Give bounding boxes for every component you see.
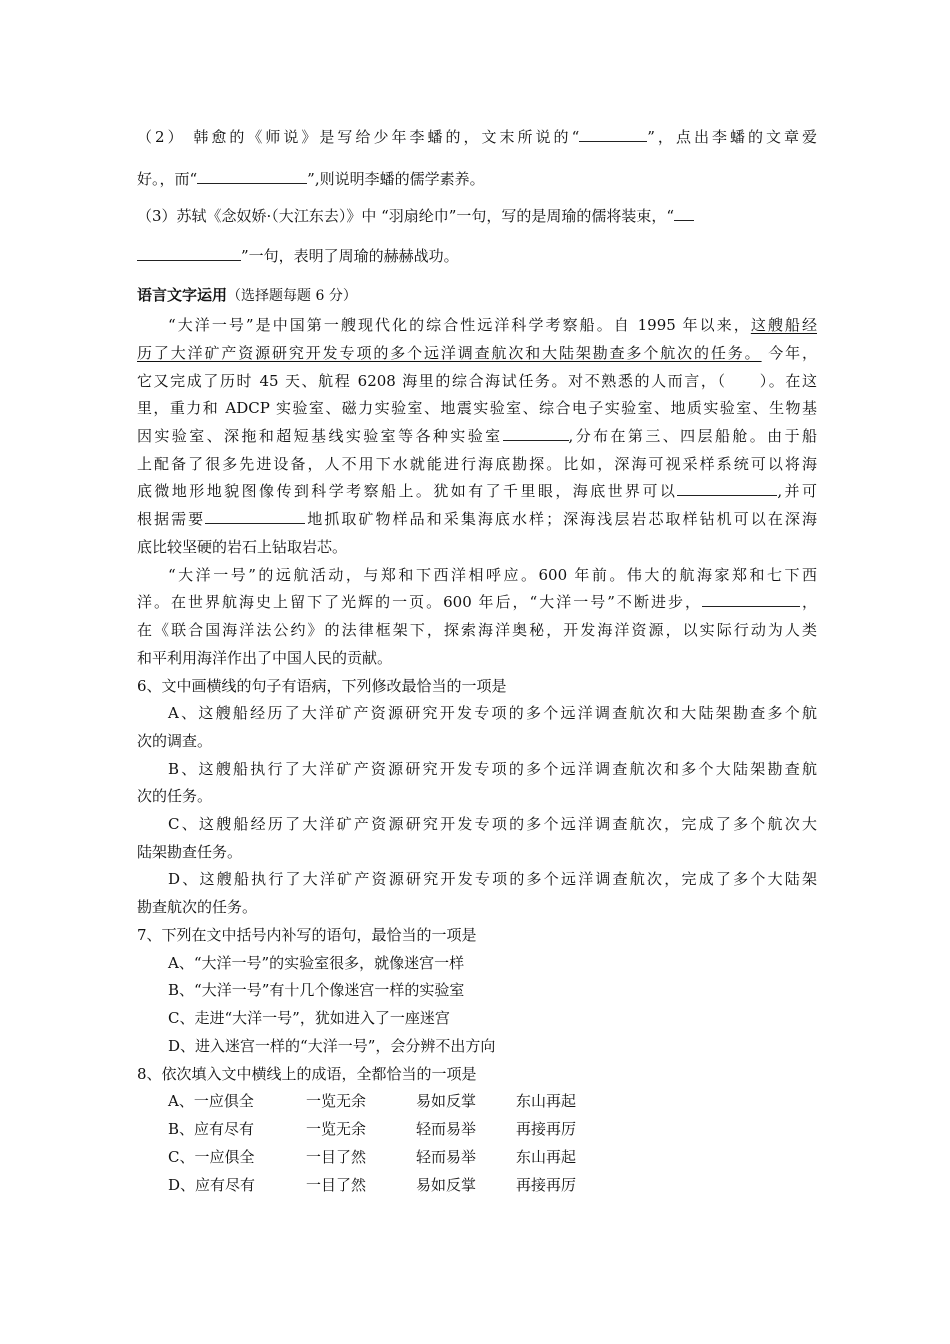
passage-text: 地抓取矿物样品和采集海底水样；深海浅层岩芯取样钻机可以在深海 <box>305 510 817 528</box>
q6-option-b-cont: 次的任务。 <box>137 787 213 805</box>
q8-cell: A、一应俱全 <box>168 1092 254 1110</box>
passage-text: 因实验室、深拖和超短基线实验室等各种实验室 <box>137 427 503 445</box>
passage-line: 底比较坚硬的岩石上钻取岩芯。 <box>137 538 348 556</box>
q8-cell: 轻而易举 <box>416 1148 477 1166</box>
passage-line: 它又完成了历时 45 天、航程 6208 海里的综合海试任务。对不熟悉的人而言，（ ）。在这 <box>137 372 817 390</box>
q8-option-c <box>168 1147 848 1167</box>
q7-option-b: B、“大洋一号”有十几个像迷宫一样的实验室 <box>168 981 465 999</box>
q7-option-a: A、“大洋一号”的实验室很多，就像迷宫一样 <box>168 954 465 972</box>
passage-text: 洋。在世界航海史上留下了光辉的一页。600 年后，“大洋一号”不断进步， <box>137 593 702 611</box>
q2-text-b: ”，点出李蟠的文章爱 <box>647 128 818 146</box>
q8-cell: 一览无余 <box>306 1092 367 1110</box>
q3-line-2 <box>137 246 817 266</box>
q6-option-a-cont: 次的调查。 <box>137 732 213 750</box>
fill-blank <box>197 169 307 184</box>
q2-text-a: （2） 韩愈的《师说》是写给少年李蟠的，文末所说的“ <box>137 128 580 146</box>
q8-cell: 一目了然 <box>306 1176 367 1194</box>
q8-cell: 一览无余 <box>306 1120 367 1138</box>
q2-text-c: 好。，而“ <box>137 170 198 188</box>
fill-blank <box>674 206 694 221</box>
q7-stem: 7、下列在文中括号内补写的语句，最恰当的一项是 <box>137 926 477 944</box>
passage-line <box>137 509 817 529</box>
q8-cell: C、一应俱全 <box>168 1148 255 1166</box>
passage-text: ， <box>799 593 817 611</box>
q6-option-b: B、这艘船执行了大洋矿产资源研究开发专项的多个远洋调查航次和多个大陆架勘查航 <box>168 760 817 778</box>
q8-cell: 易如反掌 <box>416 1092 477 1110</box>
passage-line: 在《联合国海洋法公约》的法律框架下，探索海洋奥秘，开发海洋资源，以实际行动为人类 <box>137 621 817 639</box>
q3-text-a: （3）苏轼《念奴娇·（大江东去）》中 “羽扇纶巾”一句，写的是周瑜的儒将装束，“ <box>137 207 675 225</box>
q8-option-d <box>168 1175 848 1195</box>
q7-option-c: C、走进“大洋一号”，犹如进入了一座迷宫 <box>168 1009 450 1027</box>
passage-text: ,分布在第三、四层船舱。由于船 <box>568 427 817 445</box>
passage-line <box>137 481 817 501</box>
underlined-sentence: 这艘船经 <box>750 316 817 334</box>
passage-text: ,并可 <box>777 482 817 500</box>
q6-option-c-cont: 陆架勘查任务。 <box>137 843 243 861</box>
passage-text: “大洋一号”是中国第一艘现代化的综合性远洋科学考察船。自 1995 年以来， <box>168 316 751 334</box>
passage-text: 根据需要 <box>137 510 206 528</box>
q8-option-a <box>168 1091 848 1111</box>
q8-cell: B、应有尽有 <box>168 1120 255 1138</box>
section-note: （选择题每题 6 分） <box>227 288 357 304</box>
underlined-sentence: 历了大洋矿产资源研究开发专项的多个远洋调查航次和大陆架勘查多个航次的任务。 <box>137 344 762 362</box>
passage-line <box>137 592 817 612</box>
q3-text-b: ”一句，表明了周瑜的赫赫战功。 <box>241 247 459 265</box>
passage-line: 上配备了很多先进设备，人不用下水就能进行海底勘探。比如，深海可视采样系统可以将海 <box>137 455 817 473</box>
passage-line <box>137 426 817 446</box>
passage-line <box>137 343 817 363</box>
q8-option-b <box>168 1119 848 1139</box>
q8-stem: 8、依次填入文中横线上的成语，全都恰当的一项是 <box>137 1065 477 1083</box>
q8-cell: 轻而易举 <box>416 1120 477 1138</box>
q6-option-d: D、这艘船执行了大洋矿产资源研究开发专项的多个远洋调查航次，完成了多个大陆架 <box>168 870 817 888</box>
passage-line: 里，重力和 ADCP 实验室、磁力实验室、地震实验室、综合电子实验室、地质实验室、生物基 <box>137 399 817 417</box>
fill-blank <box>503 426 569 441</box>
q3-line-1 <box>137 206 817 226</box>
fill-blank <box>205 509 305 524</box>
q2-line-1 <box>137 127 817 147</box>
fill-blank <box>579 127 647 142</box>
fill-blank <box>677 481 777 496</box>
q7-option-d: D、进入迷宫一样的“大洋一号”，会分辨不出方向 <box>168 1037 496 1055</box>
q8-cell: 一目了然 <box>306 1148 367 1166</box>
q6-option-d-cont: 勘查航次的任务。 <box>137 898 258 916</box>
q6-stem: 6、文中画横线的句子有语病，下列修改最恰当的一项是 <box>137 677 507 695</box>
q8-cell: 东山再起 <box>516 1148 577 1166</box>
q2-text-d: ”,则说明李蟠的儒学素养。 <box>307 170 485 188</box>
fill-blank <box>702 592 800 607</box>
section-heading <box>137 285 817 306</box>
q8-cell: D、应有尽有 <box>168 1176 256 1194</box>
fill-blank <box>137 246 241 261</box>
passage-line <box>168 315 817 335</box>
q8-cell: 再接再厉 <box>516 1176 577 1194</box>
section-title: 语言文字运用 <box>137 286 228 304</box>
passage-line: “大洋一号”的远航活动，与郑和下西洋相呼应。600 年前。伟大的航海家郑和七下西 <box>168 566 817 584</box>
q6-option-a: A、这艘船经历了大洋矿产资源研究开发专项的多个远洋调查航次和大陆架勘查多个航 <box>168 704 817 722</box>
q8-cell: 易如反掌 <box>416 1176 477 1194</box>
passage-line: 和平利用海洋作出了中国人民的贡献。 <box>137 649 393 667</box>
q6-option-c: C、这艘船经历了大洋矿产资源研究开发专项的多个远洋调查航次，完成了多个航次大 <box>168 815 817 833</box>
q8-cell: 再接再厉 <box>516 1120 577 1138</box>
q8-cell: 东山再起 <box>516 1092 577 1110</box>
passage-text: 底微地形地貌图像传到科学考察船上。犹如有了千里眼，海底世界可以 <box>137 482 678 500</box>
passage-text: 今年， <box>761 344 817 362</box>
q2-line-2 <box>137 169 817 189</box>
